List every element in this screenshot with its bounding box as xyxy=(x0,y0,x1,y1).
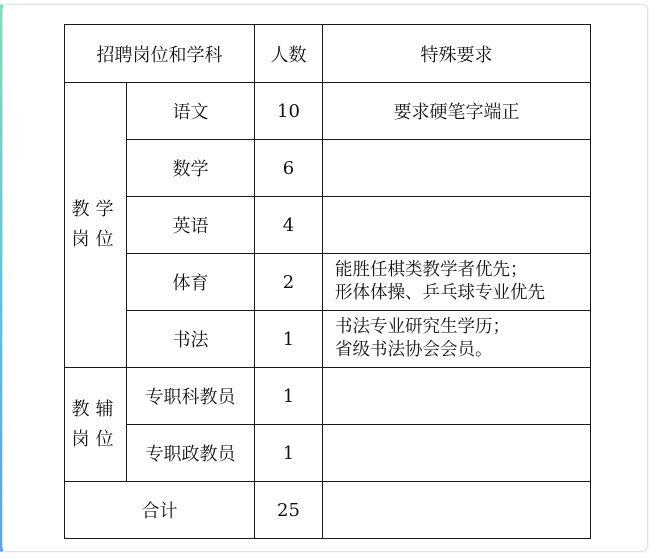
header-position-subject: 招聘岗位和学科 xyxy=(65,25,255,83)
group-label-line: 岗位 xyxy=(71,428,120,450)
subject-cell: 语文 xyxy=(127,83,255,140)
count-cell: 1 xyxy=(255,425,323,482)
table-row xyxy=(65,197,591,254)
table-row xyxy=(65,368,591,425)
requirement-cell xyxy=(323,311,591,368)
requirement-line: 形体体操、乒乓球专业优先 xyxy=(335,283,545,303)
table-row xyxy=(65,311,591,368)
table-row xyxy=(65,83,591,140)
requirement-cell xyxy=(323,368,591,425)
requirement-line: 能胜任棋类教学者优先； xyxy=(335,260,528,280)
subject-cell: 英语 xyxy=(127,197,255,254)
total-count: 25 xyxy=(255,482,323,539)
subject-cell: 专职科教员 xyxy=(127,368,255,425)
subject-cell: 书法 xyxy=(127,311,255,368)
total-requirement xyxy=(323,482,591,539)
subject-cell: 体育 xyxy=(127,254,255,311)
requirement-cell xyxy=(323,83,591,140)
count-cell: 1 xyxy=(255,311,323,368)
recruitment-table xyxy=(64,24,591,539)
requirement-line: 省级书法协会会员。 xyxy=(335,340,493,360)
requirement-cell xyxy=(323,140,591,197)
group-label-line: 教辅 xyxy=(71,398,120,420)
header-row xyxy=(65,25,591,83)
requirement-line: 书法专业研究生学历； xyxy=(335,317,510,337)
count-cell: 1 xyxy=(255,368,323,425)
total-label: 合计 xyxy=(65,482,255,539)
total-row xyxy=(65,482,591,539)
requirement-cell xyxy=(323,254,591,311)
table-row xyxy=(65,425,591,482)
count-cell: 2 xyxy=(255,254,323,311)
header-count: 人数 xyxy=(255,25,323,83)
subject-cell: 专职政教员 xyxy=(127,425,255,482)
requirement-cell xyxy=(323,425,591,482)
count-cell: 10 xyxy=(255,83,323,140)
table-row xyxy=(65,140,591,197)
count-cell: 6 xyxy=(255,140,323,197)
table-row xyxy=(65,254,591,311)
group-label-line: 岗位 xyxy=(71,229,120,250)
group-label-teaching xyxy=(65,83,127,368)
requirement-line: 要求硬笔字端正 xyxy=(393,102,520,123)
subject-cell: 数学 xyxy=(127,140,255,197)
group-label-line: 教学 xyxy=(71,199,120,220)
group-label-assistant xyxy=(65,368,127,482)
requirement-cell xyxy=(323,197,591,254)
count-cell: 4 xyxy=(255,197,323,254)
header-requirements: 特殊要求 xyxy=(323,25,591,83)
